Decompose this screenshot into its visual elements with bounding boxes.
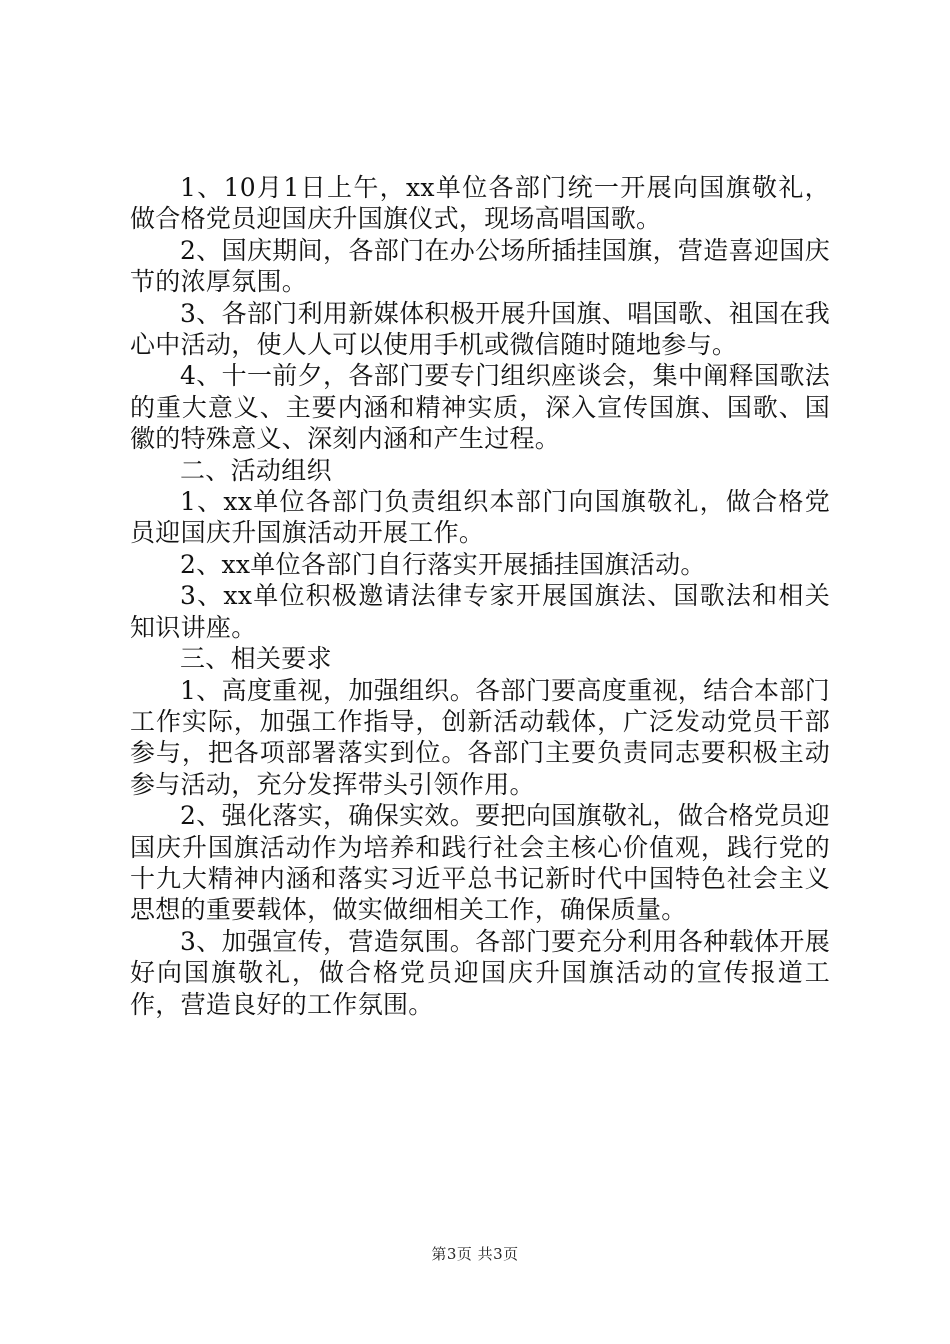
paragraph-item-2: 2、国庆期间，各部门在办公场所插挂国旗，营造喜迎国庆节的浓厚氛围。 (130, 235, 830, 297)
paragraph-item-1: 1、10月1日上午，xx单位各部门统一开展向国旗敬礼，做合格党员迎国庆升国旗仪式，现场高唱国歌。 (130, 173, 830, 234)
section-heading-activity-organization: 二、活动组织 (180, 455, 332, 485)
paragraph-item-3: 3、各部门利用新媒体积极开展升国旗、唱国歌、祖国在我心中活动，使人人可以使用手机或微信随时随地参与。 (130, 298, 830, 360)
paragraph-req-3: 3、加强宣传，营造氛围。各部门要充分利用各种载体开展好向国旗敬礼，做合格党员迎国庆升国旗活动的宣传报道工作，营造良好的工作氛围。 (130, 926, 830, 1019)
section-heading-requirements: 三、相关要求 (180, 644, 332, 674)
paragraph-item-4: 4、十一前夕，各部门要专门组织座谈会，集中阐释国歌法的重大意义、主要内涵和精神实质，深入宣传国旗、国歌、国徽的特殊意义、深刻内涵和产生过程。 (130, 361, 830, 454)
paragraph-req-1: 1、高度重视，加强组织。各部门要高度重视，结合本部门工作实际，加强工作指导，创新活动载体，广泛发动党员干部参与，把各项部署落实到位。各部门主要负责同志要积极主动参与活动，充分发挥带头引领作用。 (130, 675, 830, 799)
page-number-footer: 第3页 共3页 (431, 1245, 519, 1263)
paragraph-org-2: 2、xx单位各部门自行落实开展插挂国旗活动。 (180, 549, 706, 579)
paragraph-org-1: 1、xx单位各部门负责组织本部门向国旗敬礼，做合格党员迎国庆升国旗活动开展工作。 (130, 487, 830, 548)
paragraph-org-3: 3、xx单位积极邀请法律专家开展国旗法、国歌法和相关知识讲座。 (130, 581, 830, 642)
paragraph-req-2: 2、强化落实，确保实效。要把向国旗敬礼，做合格党员迎国庆升国旗活动作为培养和践行社会主核心价值观，践行党的十九大精神内涵和落实习近平总书记新时代中国特色社会主义思想的重要载体，做实做细相关工作，确保质量。 (130, 801, 830, 925)
document-body (130, 172, 830, 1020)
